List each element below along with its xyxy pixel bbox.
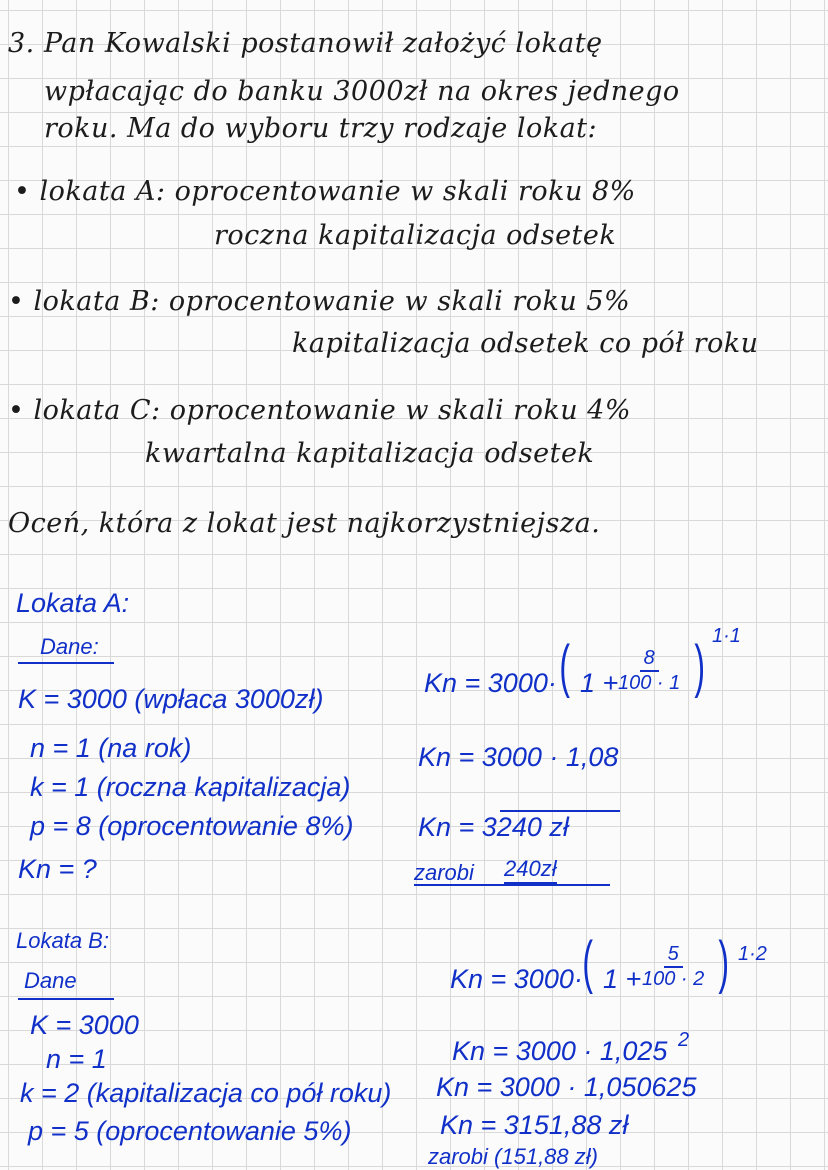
solution-a-formula-prefix: Kn = 3000· xyxy=(424,668,557,698)
solution-a-step-3: Kn = 3240 zł xyxy=(418,812,569,842)
solution-a-open-paren: ( xyxy=(559,634,570,699)
solution-a-given-underline xyxy=(18,662,114,664)
solution-b-frac-num: 5 xyxy=(664,944,683,968)
solution-a-given-p: p = 8 (oprocentowanie 8%) xyxy=(30,811,354,841)
solution-a-given-kcap: k = 1 (roczna kapitalizacja) xyxy=(30,772,351,802)
solution-b-plus: 1 + xyxy=(603,964,642,994)
option-a-line-2: roczna kapitalizacja odsetek xyxy=(214,220,617,251)
solution-a-given-kn: Kn = ? xyxy=(18,854,97,884)
task-line-3: roku. Ma do wyboru trzy rodzaje lokat: xyxy=(44,113,598,144)
option-b-line-2: kapitalizacja odsetek co pół roku xyxy=(292,328,759,359)
solution-b-exponent: 1·2 xyxy=(738,943,767,965)
option-c-line-1: • lokata C: oprocentowanie w skali roku 4% xyxy=(8,395,632,426)
task-line-2: wpłacając do banku 3000zł na okres jednego xyxy=(44,76,680,107)
solution-a-result-overline xyxy=(500,810,620,812)
solution-b-step-4: Kn = 3151,88 zł xyxy=(440,1110,629,1140)
solution-a-earn-value: 240zł xyxy=(504,858,557,884)
solution-b-step-2: Kn = 3000 · 1,025 xyxy=(452,1036,668,1066)
solution-a-earn-label: zarobi xyxy=(414,860,474,885)
solution-a-step-2: Kn = 3000 · 1,08 xyxy=(418,742,619,772)
option-c-line-2: kwartalna kapitalizacja odsetek xyxy=(145,438,595,469)
solution-b-frac-den: 100 · 2 xyxy=(642,968,705,990)
question: Oceń, która z lokat jest najkorzystniejsza. xyxy=(8,508,601,539)
solution-b-open-paren: ( xyxy=(582,930,593,995)
solution-a-fraction xyxy=(618,648,680,694)
solution-a-frac-num: 8 xyxy=(640,648,659,672)
solution-a-given-label: Dane: xyxy=(40,634,99,659)
solution-b-given-kcap: k = 2 (kapitalizacja co pół roku) xyxy=(20,1078,392,1108)
solution-a-exponent: 1·1 xyxy=(712,625,741,647)
task-line-1: 3. Pan Kowalski postanowił założyć lokatę xyxy=(8,28,603,59)
solution-a-plus: 1 + xyxy=(580,668,619,698)
solution-b-step-2-exp: 2 xyxy=(678,1029,690,1051)
option-b-line-1: • lokata B: oprocentowanie w skali roku 5% xyxy=(8,286,631,317)
solution-a-earn-underline xyxy=(414,884,610,886)
solution-b-given-p: p = 5 (oprocentowanie 5%) xyxy=(28,1116,352,1146)
solution-b-given-underline xyxy=(18,998,114,1000)
solution-a-close-paren: ) xyxy=(694,634,705,699)
solution-b-formula-prefix: Kn = 3000· xyxy=(450,964,583,994)
solution-b-fraction xyxy=(642,944,704,990)
solution-b-heading: Lokata B: xyxy=(16,928,109,953)
solution-b-step-3: Kn = 3000 · 1,050625 xyxy=(436,1072,697,1102)
option-a-line-1: • lokata A: oprocentowanie w skali roku 8% xyxy=(14,176,636,207)
solution-a-given-k: K = 3000 (wpłaca 3000zł) xyxy=(18,684,324,714)
solution-b-earn: zarobi (151,88 zł) xyxy=(428,1144,598,1169)
solution-a-heading: Lokata A: xyxy=(16,588,130,618)
solution-b-close-paren: ) xyxy=(718,930,729,995)
solution-b-given-k: K = 3000 xyxy=(30,1010,139,1040)
solution-a-given-n: n = 1 (na rok) xyxy=(30,733,192,763)
solution-b-given-n: n = 1 xyxy=(46,1044,107,1074)
solution-b-given-label: Dane xyxy=(24,968,77,993)
solution-a-frac-den: 100 · 1 xyxy=(618,672,681,694)
